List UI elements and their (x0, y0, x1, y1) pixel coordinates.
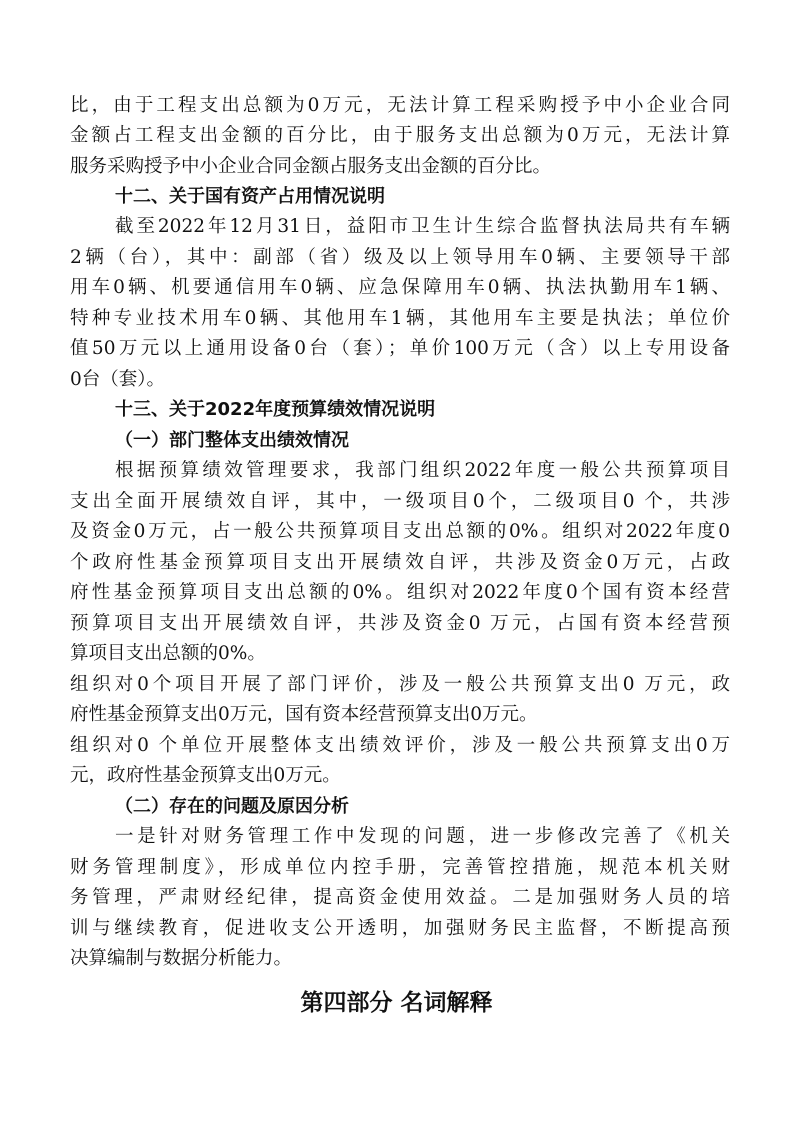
paragraph-line: 府性基金预算项目支出总额的0%。组织对2022年度0个国有资本经营 (70, 582, 730, 603)
section-heading-13: 十三、关于2022年度预算绩效情况说明 (115, 399, 436, 420)
paragraph-line: 根据预算绩效管理要求，我部门组织2022年度一般公共预算项目 (115, 460, 730, 481)
paragraph-line: 比，由于工程支出总额为0万元，无法计算工程采购授予中小企业合同 (70, 95, 730, 116)
paragraph-line: 用车0辆、机要通信用车0辆、应急保障用车0辆、执法执勤用车1辆、 (70, 277, 730, 298)
part-title: 第四部分 名词解释 (300, 990, 493, 1016)
paragraph-line: 个政府性基金预算项目支出开展绩效自评，共涉及资金0万元，占政 (70, 552, 730, 573)
paragraph-line: 截至2022年12月31日，益阳市卫生计生综合监督执法局共有车辆 (115, 216, 730, 237)
paragraph-line: 值50万元以上通用设备0台（套）；单价100万元（含）以上专用设备 (70, 338, 730, 359)
paragraph-line: 0台（套）。 (70, 369, 166, 390)
paragraph-line: 及资金0万元，占一般公共预算项目支出总额的0%。组织对2022年度0 (70, 521, 730, 542)
paragraph-line: 组织对0 个单位开展整体支出绩效评价，涉及一般公共预算支出0万 (70, 735, 730, 756)
paragraph-line: 特种专业技术用车0辆、其他用车1辆，其他用车主要是执法；单位价 (70, 308, 730, 329)
subsection-heading-2: （二）存在的问题及原因分析 (115, 796, 349, 817)
paragraph-line: 2辆（台），其中：副部（省）级及以上领导用车0辆、主要领导干部 (70, 247, 730, 268)
section-heading-12: 十二、关于国有资产占用情况说明 (115, 186, 385, 207)
paragraph-line: 金额占工程支出金额的百分比，由于服务支出总额为0万元，无法计算 (70, 125, 730, 146)
paragraph-line: 元，政府性基金预算支出0万元。 (70, 765, 341, 786)
paragraph-line: 训与继续教育，促进收支公开透明，加强财务民主监督，不断提高预 (70, 918, 730, 939)
paragraph-line: 算项目支出总额的0%。 (70, 643, 266, 664)
paragraph-line: 服务采购授予中小企业合同金额占服务支出金额的百分比。 (70, 156, 552, 177)
subsection-heading-1: （一）部门整体支出绩效情况 (115, 430, 349, 451)
paragraph-line: 财务管理制度》，形成单位内控手册，完善管控措施，规范本机关财 (70, 857, 730, 878)
paragraph-line: 务管理，严肃财经纪律，提高资金使用效益。二是加强财务人员的培 (70, 887, 730, 908)
paragraph-line: 预算项目支出开展绩效自评，共涉及资金0 万元，占国有资本经营预 (70, 613, 730, 634)
paragraph-line: 一是针对财务管理工作中发现的问题，进一步修改完善了《机关 (115, 826, 730, 847)
paragraph-line: 组织对0个项目开展了部门评价，涉及一般公共预算支出0 万元，政 (70, 674, 730, 695)
paragraph-line: 府性基金预算支出0万元，国有资本经营预算支出0万元。 (70, 704, 538, 725)
paragraph-line: 决算编制与数据分析能力。 (70, 948, 293, 969)
paragraph-line: 支出全面开展绩效自评，其中，一级项目0个，二级项目0 个，共涉 (70, 491, 730, 512)
